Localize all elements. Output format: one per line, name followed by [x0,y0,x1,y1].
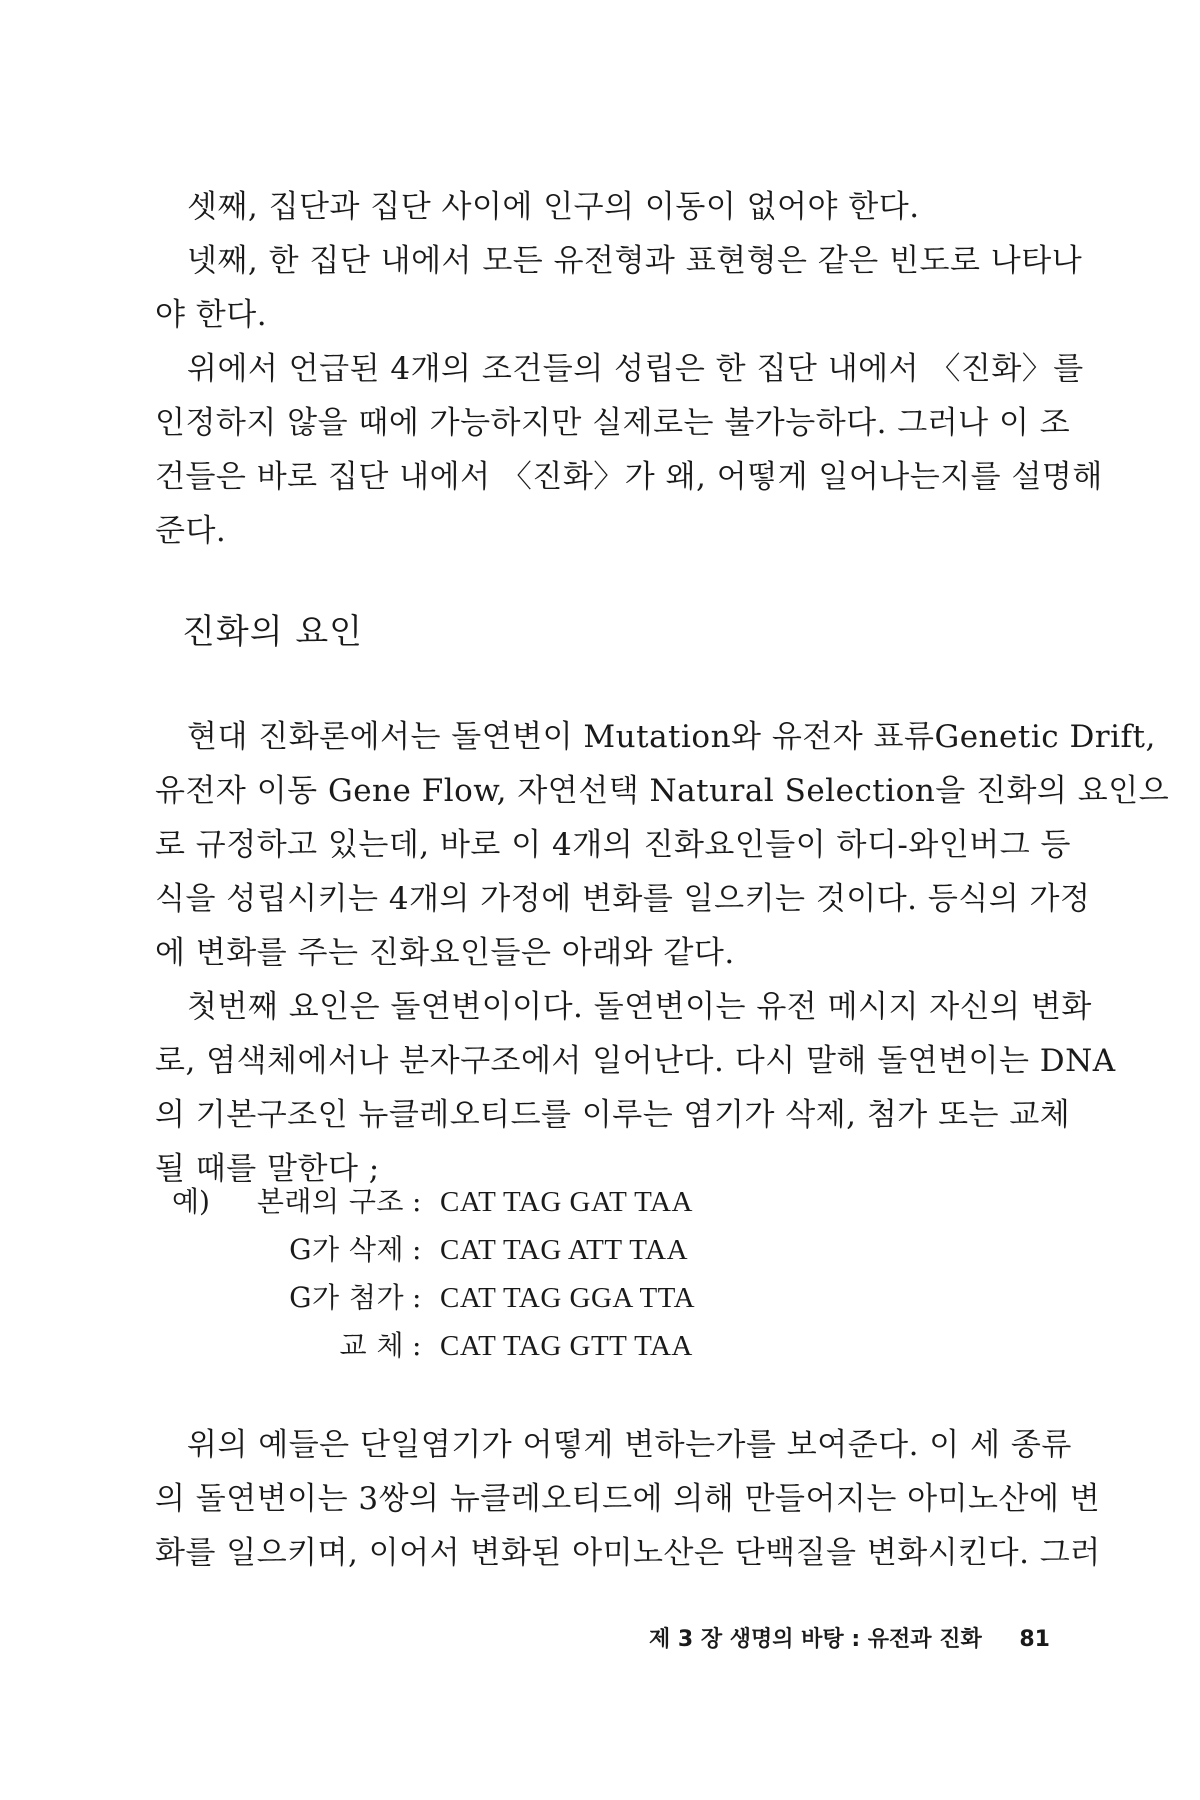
text-line: 로 규정하고 있는데, 바로 이 4개의 진화요인들이 하디-와인버그 등 [155,827,1071,863]
text-line: 로, 염색체에서나 분자구조에서 일어난다. 다시 말해 돌연변이는 DNA [155,1043,1116,1079]
example-sequence: CAT TAG GAT TAA [440,1186,693,1218]
section-heading: 진화의 요인 [182,612,364,652]
chapter-title: 제 3 장 생명의 바탕 : 유전과 진화 [648,1627,982,1652]
example-sequence: CAT TAG GTT TAA [440,1330,693,1362]
page-number: 81 [1019,1627,1050,1652]
text-line: 넷째, 한 집단 내에서 모든 유전형과 표현형은 같은 빈도로 나타나 [187,243,1083,279]
text-line: 위에서 언급된 4개의 조건들의 성립은 한 집단 내에서 〈진화〉를 [187,351,1084,387]
example-colon: : [412,1233,422,1266]
text-line: 인정하지 않을 때에 가능하지만 실제로는 불가능하다. 그러나 이 조 [155,405,1071,441]
text-line: 화를 일으키며, 이어서 변화된 아미노산은 단백질을 변화시킨다. 그러 [155,1535,1101,1571]
example-prefix: 예) [172,1185,210,1218]
paragraph-block-2 [155,710,1170,1196]
text-line: 에 변화를 주는 진화요인들은 아래와 같다. [155,935,735,971]
text-line: 현대 진화론에서는 돌연변이 Mutation와 유전자 표류Genetic Drift, [187,719,1156,755]
text-line: 건들은 바로 집단 내에서 〈진화〉가 왜, 어떻게 일어나는지를 설명해 [155,459,1103,495]
example-colon: : [412,1329,422,1362]
text-line: 유전자 이동 Gene Flow, 자연선택 Natural Selection을 진화의 요인으 [155,773,1170,809]
text-line: 야 한다. [155,297,268,333]
text-line: 의 돌연변이는 3쌍의 뉴클레오티드에 의해 만들어지는 아미노산에 변 [155,1481,1101,1517]
example-sequence: CAT TAG ATT TAA [440,1234,689,1266]
text-line: 준다. [155,513,227,549]
text-line: 의 기본구조인 뉴클레오티드를 이루는 염기가 삭제, 첨가 또는 교체 [155,1097,1071,1133]
example-colon: : [412,1281,422,1314]
example-label: G가 삭제 [289,1233,404,1266]
text-line: 될 때를 말한다 ; [155,1151,380,1187]
text-line: 식을 성립시키는 4개의 가정에 변화를 일으키는 것이다. 등식의 가정 [155,881,1091,917]
page-footer [649,1622,1050,1653]
text-line: 위의 예들은 단일염기가 어떻게 변하는가를 보여준다. 이 세 종류 [187,1427,1072,1463]
text-line: 셋째, 집단과 집단 사이에 인구의 이동이 없어야 한다. [187,189,920,225]
example-label: 교 체 [339,1329,404,1362]
paragraph-block-1 [155,180,1103,558]
text-line: 첫번째 요인은 돌연변이이다. 돌연변이는 유전 메시지 자신의 변화 [187,989,1092,1025]
paragraph-block-3 [155,1418,1101,1580]
example-label: G가 첨가 [289,1281,404,1314]
example-sequence: CAT TAG GGA TTA [440,1282,696,1314]
example-colon: : [412,1185,422,1218]
example-label: 본래의 구조 [256,1185,404,1218]
